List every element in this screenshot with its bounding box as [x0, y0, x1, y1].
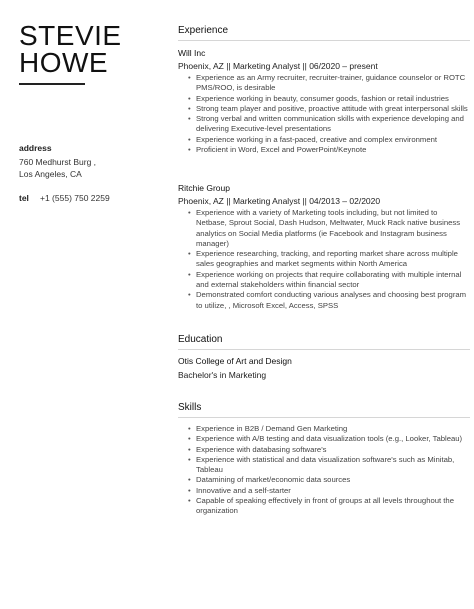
- address-label: address: [19, 143, 52, 153]
- skills-title: Skills: [178, 402, 202, 413]
- job-company: Will Inc: [178, 48, 206, 58]
- list-item: • Experience with statistical and data visualization software's such as Minitab, Tableau: [190, 455, 470, 476]
- tel-value: +1 (555) 750 2259: [40, 193, 110, 203]
- list-item: • Experience working in a fast-paced, creative and complex environment: [190, 135, 470, 145]
- experience-divider: [178, 40, 470, 41]
- list-item: • Demonstrated comfort conducting various analyses and choosing best program to utilize, , Microsoft Excel, Access, SPSS: [190, 290, 470, 311]
- list-item: • Experience with databasing software's: [190, 445, 470, 455]
- education-title: Education: [178, 334, 223, 345]
- list-item: • Experience as an Army recruiter, recruiter-trainer, guidance counselor or ROTC PMS/ROO, is desirable: [190, 73, 470, 94]
- list-item: • Strong team player and positive, proactive attitude with great interpersonal skills: [190, 104, 470, 114]
- list-item: • Innovative and a self-starter: [190, 486, 470, 496]
- address-line-1: 760 Medhurst Burg ,: [19, 157, 97, 167]
- tel-label: tel: [19, 193, 29, 203]
- education-school: Otis College of Art and Design: [178, 356, 292, 366]
- list-item: • Experience with a variety of Marketing tools including, but not limited to Netbase, Sprout Social, Dash Hudson, Meltwater, Muck Rack native business analytics on Social Media platforms (ie Facebook and Instagram business manager): [190, 208, 470, 249]
- list-item: • Strong verbal and written communication skills with experience developing and delivering Executive-level presentations: [190, 114, 470, 135]
- address-line-2: Los Angeles, CA: [19, 169, 82, 179]
- education-degree: Bachelor's in Marketing: [178, 370, 267, 380]
- list-item: • Experience working on projects that require collaborating with multiple internal and external stakeholders within financial sector: [190, 270, 470, 291]
- job-meta: Phoenix, AZ || Marketing Analyst || 04/2013 – 02/2020: [178, 196, 381, 206]
- job-company: Ritchie Group: [178, 183, 230, 193]
- list-item: • Experience working in beauty, consumer goods, fashion or retail industries: [190, 94, 470, 104]
- skills-divider: [178, 417, 470, 418]
- experience-title: Experience: [178, 25, 229, 36]
- list-item: • Experience researching, tracking, and reporting market share across multiple sales geographies and market segments within North America: [190, 249, 470, 270]
- last-name: HOWE: [19, 47, 109, 78]
- list-item: • Proficient in Word, Excel and PowerPoint/Keynote: [190, 145, 470, 155]
- job-bullets: [184, 208, 470, 311]
- list-item: • Datamining of market/economic data sources: [190, 475, 470, 485]
- skills-list: [184, 424, 470, 517]
- list-item: • Capable of speaking effectively in front of groups at all levels throughout the organization: [190, 496, 470, 517]
- name-underline: [19, 83, 85, 85]
- job-meta: Phoenix, AZ || Marketing Analyst || 06/2020 – present: [178, 61, 378, 71]
- list-item: • Experience in B2B / Demand Gen Marketing: [190, 424, 470, 434]
- list-item: • Experience with A/B testing and data visualization tools (e.g., Looker, Tableau): [190, 434, 470, 444]
- education-divider: [178, 349, 470, 350]
- first-name: STEVIE: [19, 20, 122, 51]
- job-bullets: [184, 73, 470, 155]
- profile-header: [19, 22, 159, 85]
